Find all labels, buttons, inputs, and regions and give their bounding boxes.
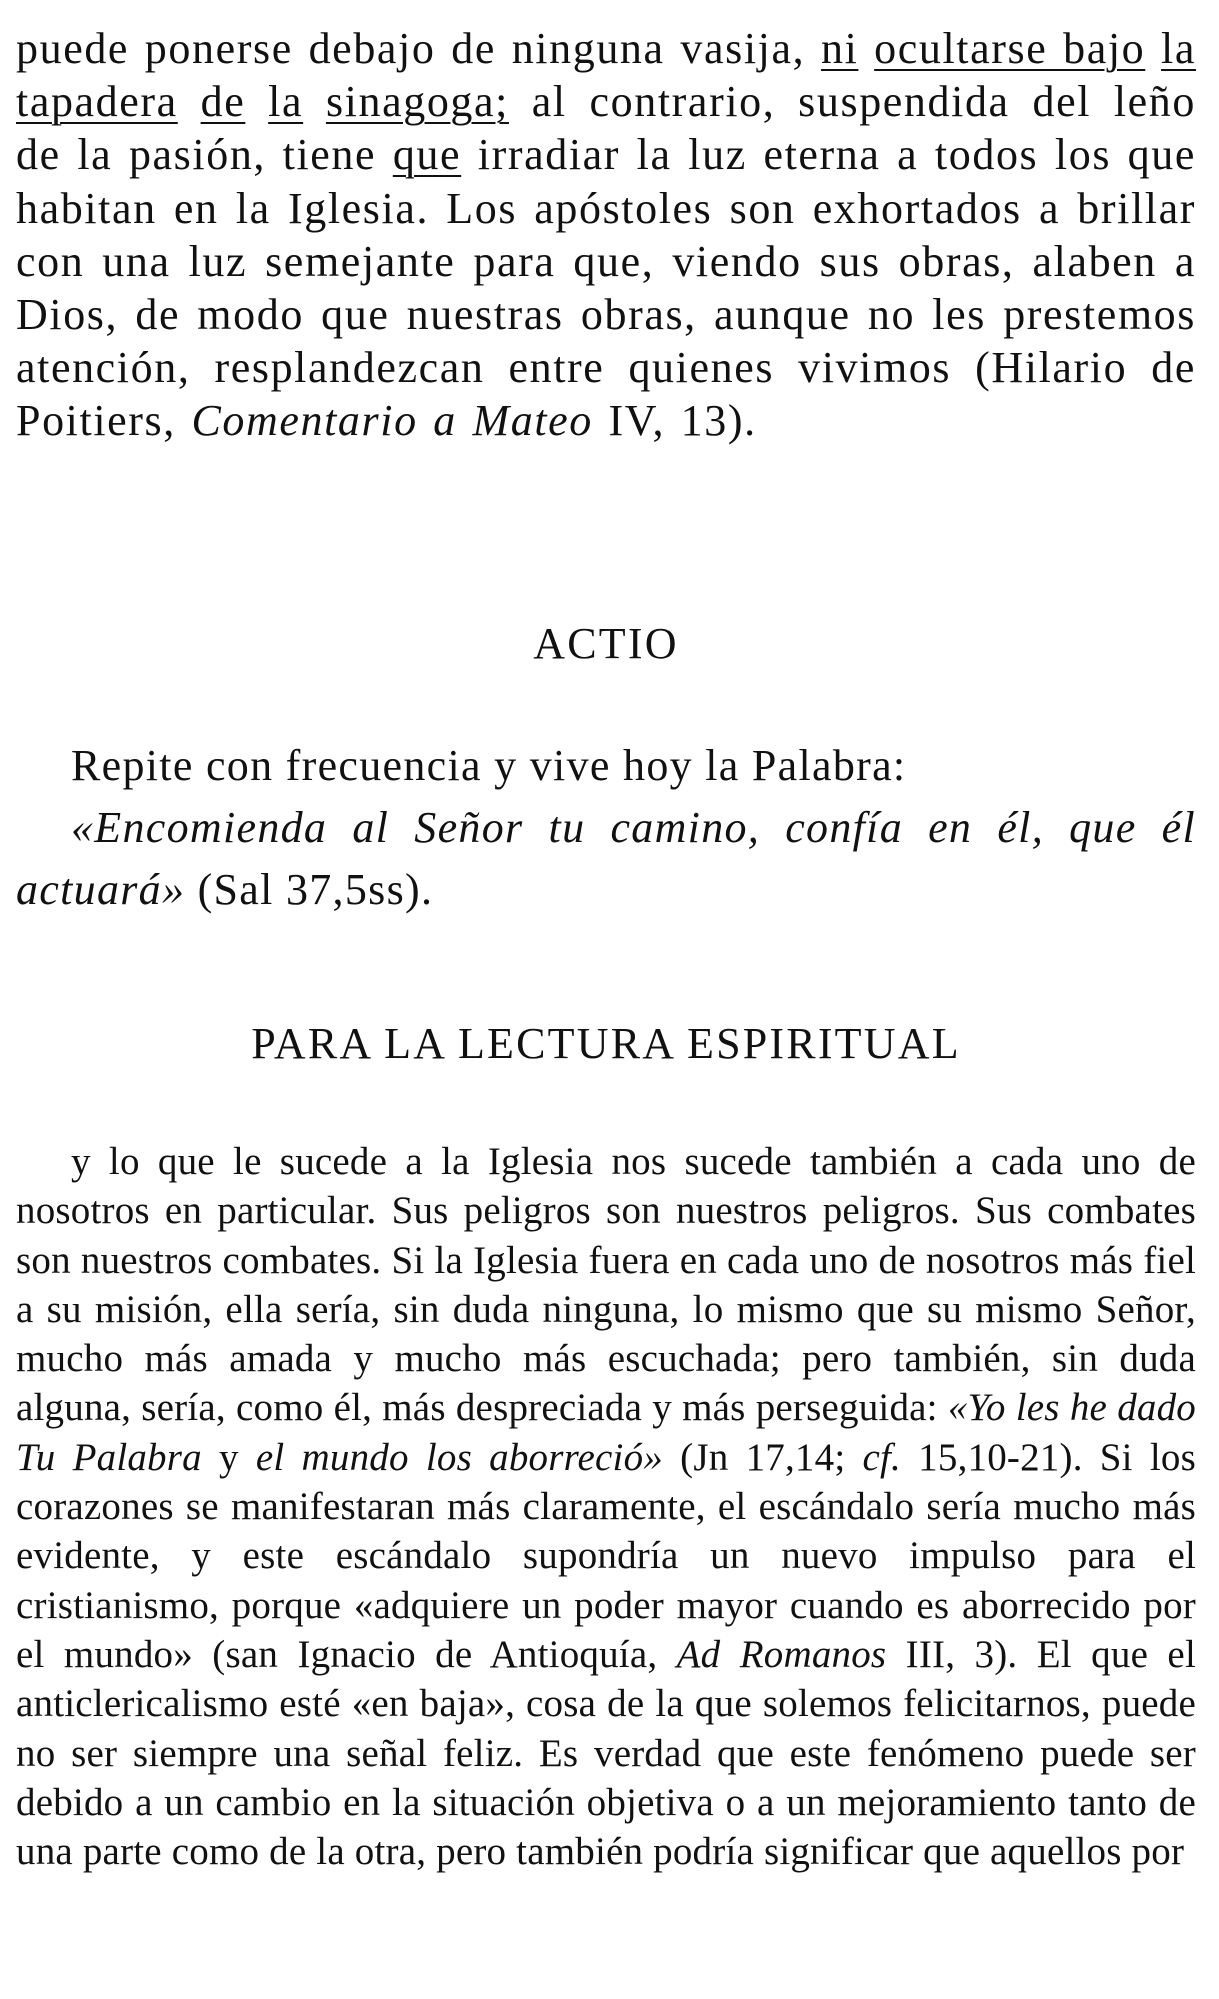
text-run: y lo que le sucede a la Iglesia nos sucede también a cada uno de nosotros en particular. Sus peligros son nuestros peligros. Sus combates son nuestros combates. Si la Iglesia fuera en cada uno de nosotros más fiel a su misión, ella sería, sin duda ninguna, lo mismo que su mismo Señor, mucho más amada y mucho más escuchada; pero también, sin duda alguna, sería, como él, más despreciada y más perseguida: <box>16 1140 1196 1430</box>
underlined-word: sinagoga; <box>325 77 509 127</box>
citation-reference: IV, 13). <box>592 396 757 446</box>
text-run <box>303 77 326 126</box>
underlined-word: tapadera <box>16 77 178 127</box>
lectura-paragraph <box>16 1137 1196 1876</box>
citation-title: Ad Romanos <box>676 1632 887 1676</box>
citation-title: Comentario a Mateo <box>191 396 593 446</box>
text-run: puede ponerse debajo de ninguna vasija, <box>16 24 821 73</box>
top-paragraph <box>16 22 1196 448</box>
scripture-quote: «Encomienda al Señor tu camino, confía en él, que él actuará» <box>16 803 1196 914</box>
text-run <box>178 77 201 126</box>
actio-intro: Repite con frecuencia y vive hoy la Palabra: <box>71 741 907 790</box>
text-run <box>858 24 874 73</box>
italic-abbreviation: cf. <box>862 1435 902 1479</box>
text-run: (Jn 17,14; <box>663 1435 863 1479</box>
underlined-word: la <box>268 77 304 127</box>
text-run: 15,10-21). Si los corazones se manifestaran más claramente, el escándalo sería mucho más evidente, y este escándalo supondría un nuevo impulso para el cristianismo, porque «adquiere un poder mayor cuando es aborrecido por el mundo» (san Ignacio de Antioquía, <box>16 1435 1196 1676</box>
section-heading-lectura: PARA LA LECTURA ESPIRITUAL <box>251 1019 961 1068</box>
underlined-word: ni <box>820 24 859 73</box>
text-run: III, 3). El que el anticlericalismo esté «en baja», cosa de la que solemos felicitarnos, puede no ser siempre una señal feliz. Es verdad que este fenómeno puede ser debido a un cambio en la situación objetiva o a un mejoramiento tanto de una parte como de la otra, pero también podría significar que aquellos por <box>16 1632 1196 1874</box>
underlined-word: que <box>392 130 462 180</box>
actio-quote <box>16 797 1196 921</box>
text-run <box>1145 24 1161 73</box>
underlined-word: ocultarse bajo <box>874 24 1146 73</box>
italic-quote: el mundo los aborreció» <box>255 1435 663 1479</box>
text-run: y <box>201 1435 256 1479</box>
text-run: al contrario, suspendida del leño de la pasión, tiene <box>16 77 1196 180</box>
text-run <box>245 77 268 126</box>
italic-quote: «Yo les he dado Tu Palabra <box>16 1386 1196 1479</box>
underlined-word: de <box>200 77 246 127</box>
section-heading-actio: ACTIO <box>533 619 679 668</box>
text-run: irradiar la luz eterna a todos los que habitan en la Iglesia. Los apóstoles son exhortados a brillar con una luz semejante para que, viendo sus obras, alaben a Dios, de modo que nuestras obras, aunque no les prestemos atención, resplandezcan entre quienes vivimos (Hilario de Poitiers, <box>16 130 1197 446</box>
scripture-reference: (Sal 37,5ss). <box>185 865 434 914</box>
actio-section <box>16 735 1196 921</box>
underlined-word: la <box>1161 24 1196 73</box>
